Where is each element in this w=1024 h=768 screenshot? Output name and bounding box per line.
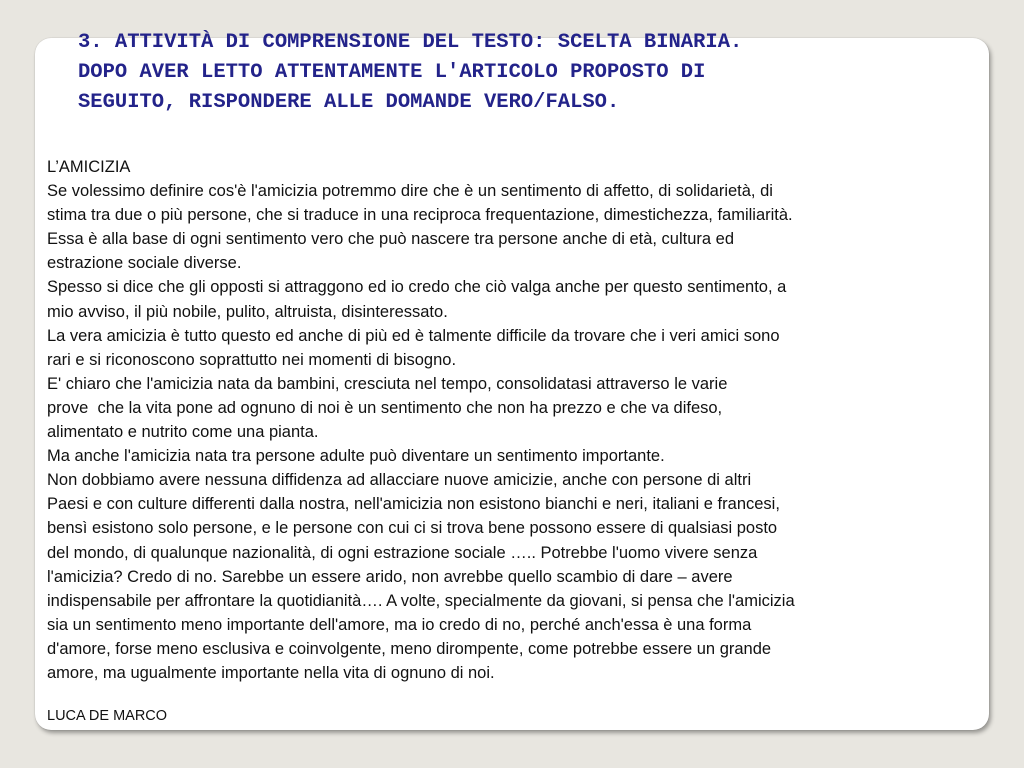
article-line: mio avviso, il più nobile, pulito, altruista, disinteressato. xyxy=(47,302,448,321)
article-line: La vera amicizia è tutto questo ed anche di più ed è talmente difficile da trovare che i veri amici sono xyxy=(47,326,780,345)
article-line: Essa è alla base di ogni sentimento vero che può nascere tra persone anche di età, cultura ed xyxy=(47,230,735,249)
article-body xyxy=(47,155,967,685)
article-line: amore, ma ugualmente importante nella vita di ognuno di noi. xyxy=(47,663,495,682)
article-line: bensì esistono solo persone, e le persone con cui ci si trova bene possono essere di qualsiasi posto xyxy=(47,519,778,538)
slide-title xyxy=(78,28,978,118)
article-line: rari e si riconoscono soprattutto nei momenti di bisogno. xyxy=(47,350,457,369)
article-line: Ma anche l'amicizia nata tra persone adulte può diventare un sentimento importante. xyxy=(47,447,665,466)
article-author: LUCA DE MARCO xyxy=(47,708,168,724)
article-line: prove che la vita pone ad ognuno di noi è un sentimento che non ha prezzo e che va difeso, xyxy=(47,398,723,417)
article-line: E' chiaro che l'amicizia nata da bambini, cresciuta nel tempo, consolidatasi attraverso le varie xyxy=(47,374,728,393)
article-line: del mondo, di qualunque nazionalità, di ogni estrazione sociale ….. Potrebbe l'uomo vivere senza xyxy=(47,543,758,562)
article-line: estrazione sociale diverse. xyxy=(47,254,242,273)
article-line: Spesso si dice che gli opposti si attraggono ed io credo che ciò valga anche per questo sentimento, a xyxy=(47,278,787,297)
article-line: d'amore, forse meno esclusiva e coinvolgente, meno dirompente, come potrebbe essere un grande xyxy=(47,639,772,658)
article-line: Se volessimo definire cos'è l'amicizia potremmo dire che è un sentimento di affetto, di solidarietà, di xyxy=(47,182,773,201)
article-line: Non dobbiamo avere nessuna diffidenza ad allacciare nuove amicizie, anche con persone di altri xyxy=(47,471,752,490)
article-heading: L’AMICIZIA xyxy=(47,158,131,176)
slide-title-line-3: SEGUITO, RISPONDERE ALLE DOMANDE VERO/FALSO. xyxy=(78,91,620,114)
slide-title-line-1: 3. ATTIVITÀ DI COMPRENSIONE DEL TESTO: SCELTA BINARIA. xyxy=(78,31,743,54)
article-line: sia un sentimento meno importante dell'amore, ma io credo di no, perché anch'essa è una forma xyxy=(47,615,752,634)
article-line: Paesi e con culture differenti dalla nostra, nell'amicizia non esistono bianchi e neri, italiani e francesi, xyxy=(47,495,780,514)
slide-title-line-2: DOPO AVER LETTO ATTENTAMENTE L'ARTICOLO PROPOSTO DI xyxy=(78,61,706,84)
article-line: indispensabile per affrontare la quotidianità…. A volte, specialmente da giovani, si pensa che l'amicizia xyxy=(47,591,795,610)
article-line: alimentato e nutrito come una pianta. xyxy=(47,423,319,442)
article-line: stima tra due o più persone, che si traduce in una reciproca frequentazione, dimestichezza, familiarità. xyxy=(47,206,793,225)
article-line: l'amicizia? Credo di no. Sarebbe un essere arido, non avrebbe quello scambio di dare – avere xyxy=(47,567,733,586)
